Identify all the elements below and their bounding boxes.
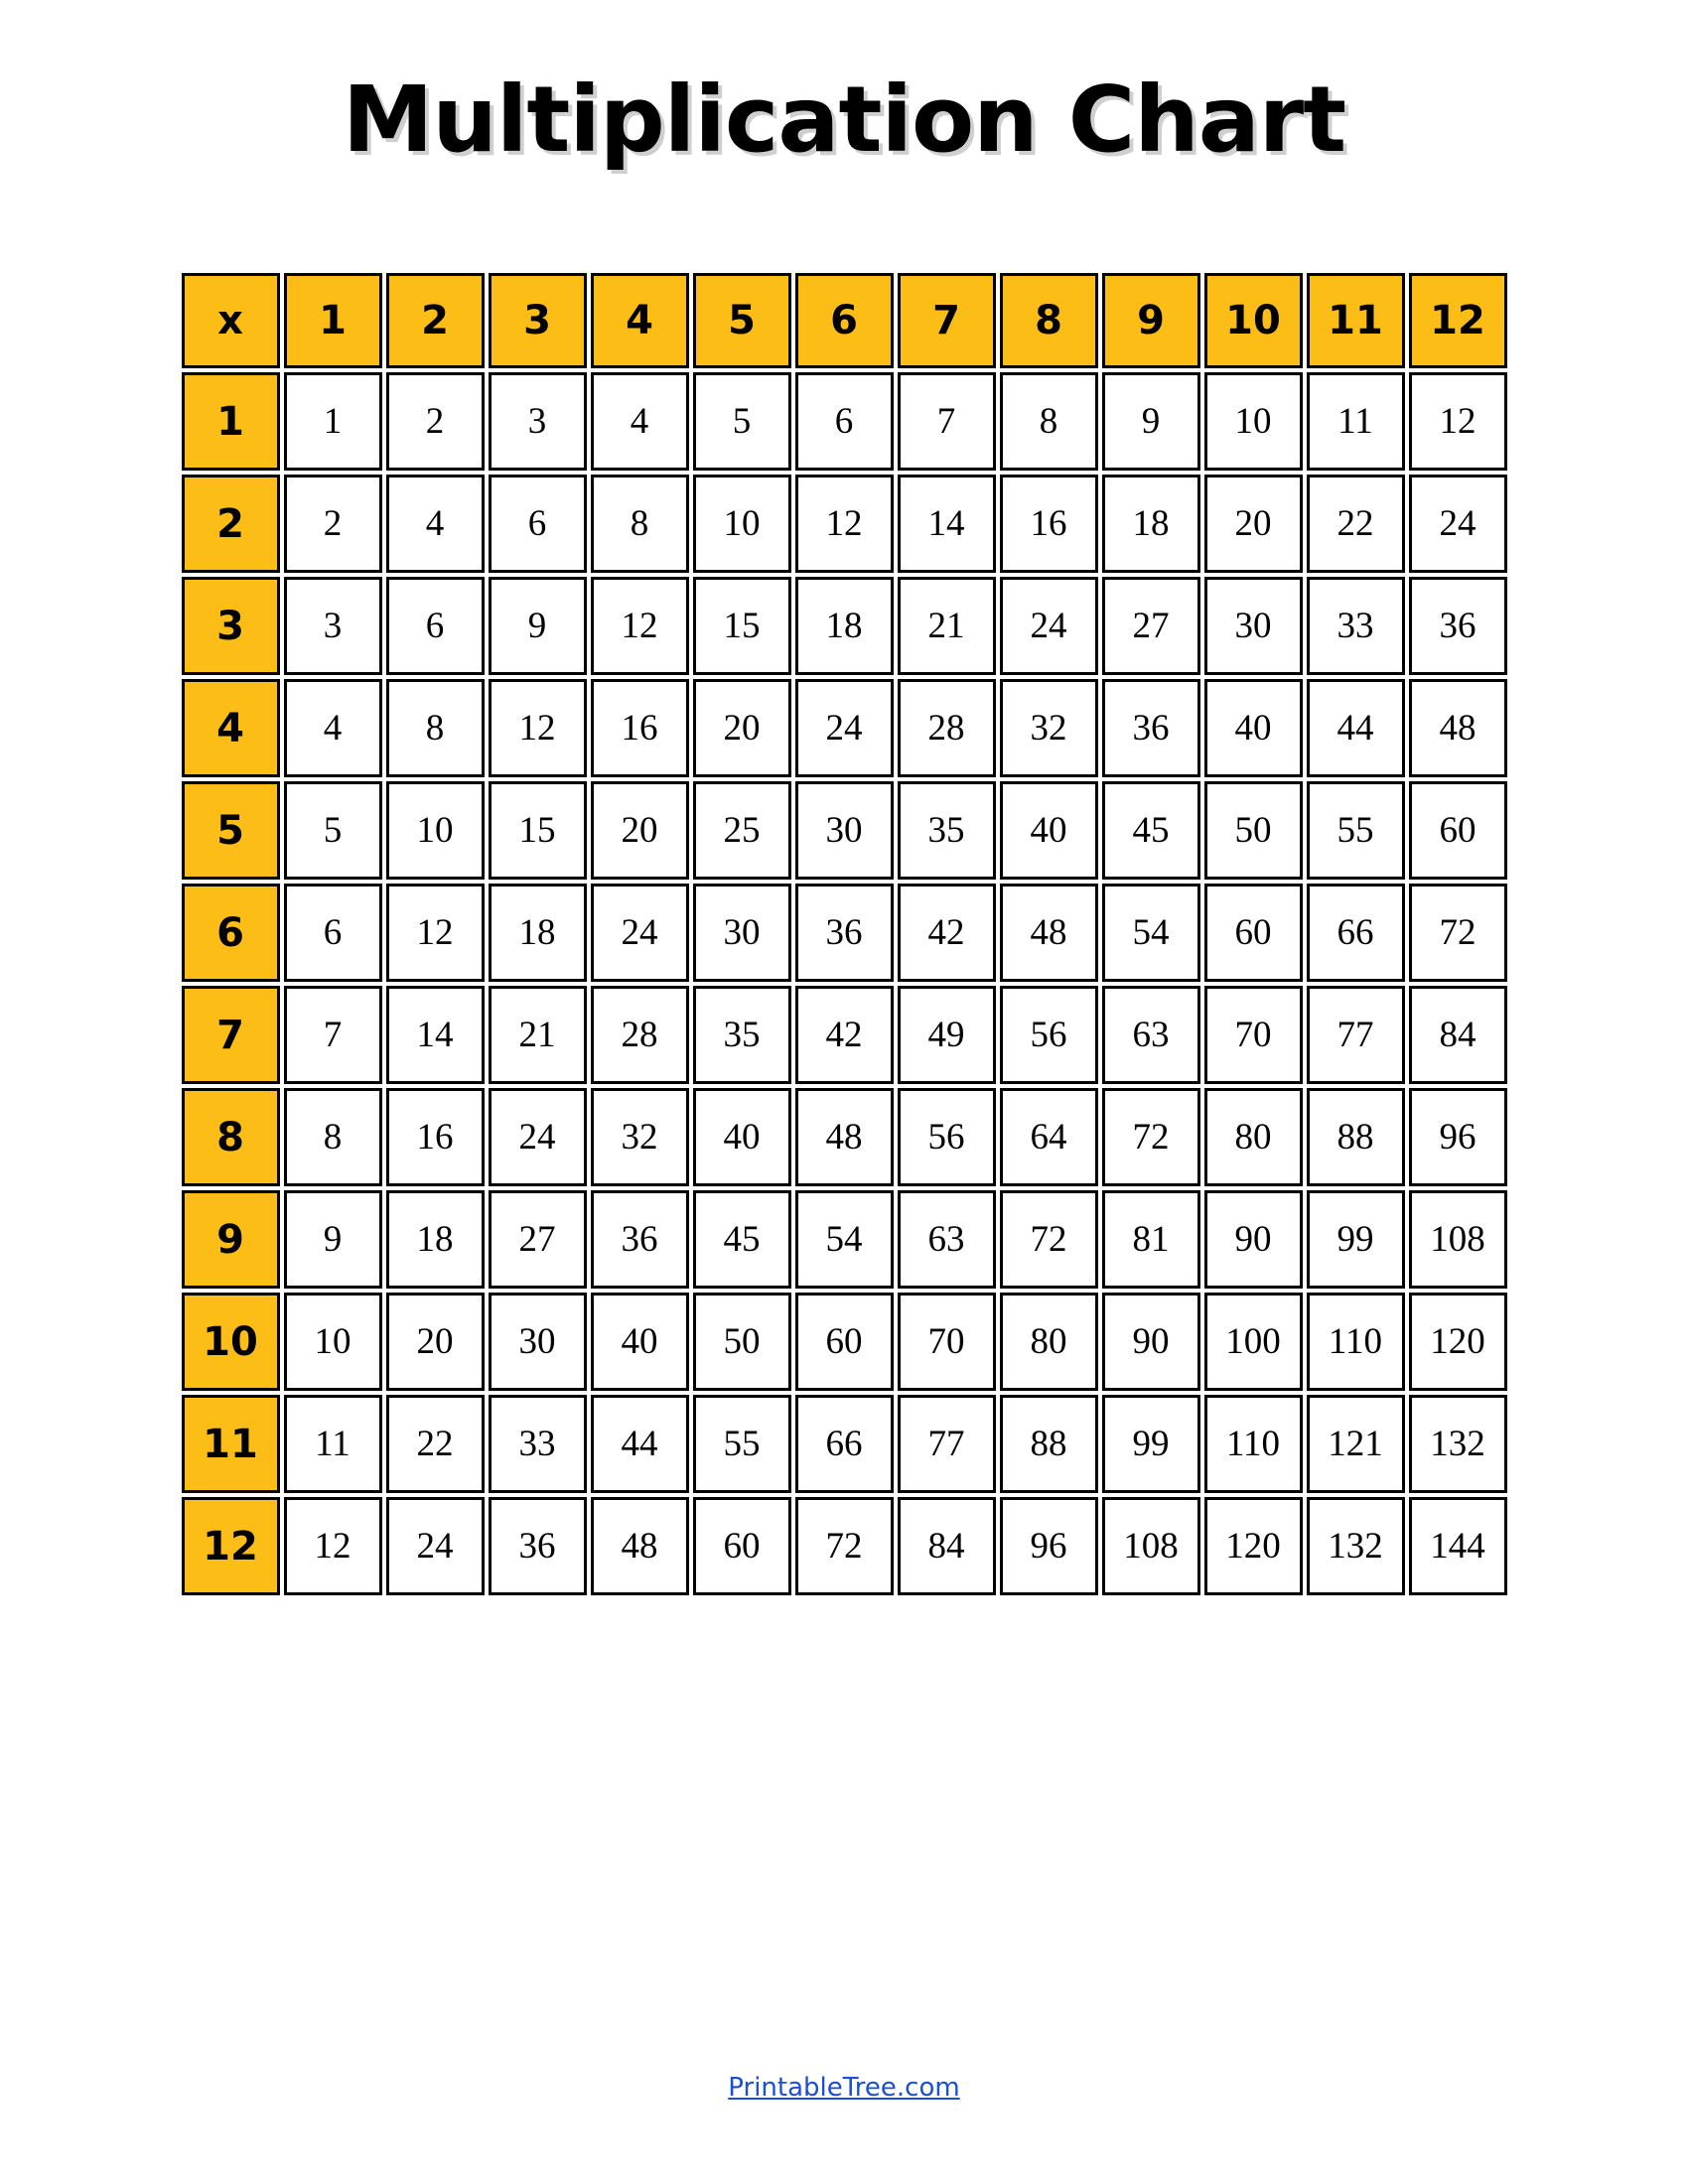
product-cell: 15	[693, 577, 791, 675]
product-cell: 3	[489, 372, 587, 471]
product-cell: 88	[1000, 1395, 1098, 1493]
product-cell: 90	[1102, 1293, 1200, 1391]
page-title: Multiplication Chart	[342, 67, 1346, 173]
printabletree-link[interactable]: PrintableTree.com	[728, 2073, 960, 2103]
product-cell: 35	[693, 986, 791, 1084]
product-cell: 42	[795, 986, 894, 1084]
product-cell: 4	[284, 679, 382, 777]
product-cell: 36	[1102, 679, 1200, 777]
column-header-cell: 4	[591, 273, 689, 368]
row-header-cell: 2	[182, 475, 280, 573]
product-cell: 24	[1409, 475, 1507, 573]
product-cell: 36	[795, 884, 894, 982]
product-cell: 77	[1307, 986, 1405, 1084]
product-cell: 84	[1409, 986, 1507, 1084]
product-cell: 22	[1307, 475, 1405, 573]
product-cell: 56	[1000, 986, 1098, 1084]
product-cell: 72	[1000, 1190, 1098, 1289]
product-cell: 16	[591, 679, 689, 777]
product-cell: 30	[489, 1293, 587, 1391]
product-cell: 60	[1409, 781, 1507, 880]
table-row	[182, 986, 1507, 1084]
row-header-cell: 6	[182, 884, 280, 982]
column-header-cell: 2	[386, 273, 485, 368]
product-cell: 121	[1307, 1395, 1405, 1493]
product-cell: 9	[489, 577, 587, 675]
product-cell: 99	[1102, 1395, 1200, 1493]
product-cell: 132	[1307, 1497, 1405, 1595]
row-header-cell: 4	[182, 679, 280, 777]
product-cell: 45	[693, 1190, 791, 1289]
product-cell: 2	[386, 372, 485, 471]
product-cell: 80	[1000, 1293, 1098, 1391]
product-cell: 49	[898, 986, 996, 1084]
product-cell: 25	[693, 781, 791, 880]
product-cell: 36	[1409, 577, 1507, 675]
product-cell: 18	[386, 1190, 485, 1289]
footer	[728, 2073, 959, 2103]
product-cell: 88	[1307, 1088, 1405, 1186]
product-cell: 12	[386, 884, 485, 982]
product-cell: 72	[795, 1497, 894, 1595]
product-cell: 90	[1204, 1190, 1303, 1289]
product-cell: 96	[1000, 1497, 1098, 1595]
product-cell: 20	[386, 1293, 485, 1391]
product-cell: 30	[795, 781, 894, 880]
product-cell: 100	[1204, 1293, 1303, 1391]
product-cell: 12	[591, 577, 689, 675]
product-cell: 30	[693, 884, 791, 982]
product-cell: 66	[1307, 884, 1405, 982]
product-cell: 108	[1409, 1190, 1507, 1289]
column-header-cell: 9	[1102, 273, 1200, 368]
product-cell: 40	[1204, 679, 1303, 777]
table-row	[182, 475, 1507, 573]
product-cell: 42	[898, 884, 996, 982]
product-cell: 18	[489, 884, 587, 982]
product-cell: 20	[693, 679, 791, 777]
product-cell: 3	[284, 577, 382, 675]
product-cell: 15	[489, 781, 587, 880]
product-cell: 1	[284, 372, 382, 471]
product-cell: 12	[489, 679, 587, 777]
table-row	[182, 1088, 1507, 1186]
product-cell: 24	[386, 1497, 485, 1595]
row-header-cell: 1	[182, 372, 280, 471]
table-corner-cell: x	[182, 273, 280, 368]
product-cell: 132	[1409, 1395, 1507, 1493]
product-cell: 110	[1204, 1395, 1303, 1493]
product-cell: 12	[1409, 372, 1507, 471]
product-cell: 48	[1409, 679, 1507, 777]
product-cell: 70	[898, 1293, 996, 1391]
product-cell: 63	[1102, 986, 1200, 1084]
product-cell: 7	[898, 372, 996, 471]
product-cell: 54	[795, 1190, 894, 1289]
product-cell: 48	[795, 1088, 894, 1186]
product-cell: 108	[1102, 1497, 1200, 1595]
product-cell: 33	[1307, 577, 1405, 675]
product-cell: 33	[489, 1395, 587, 1493]
table-header-row	[182, 273, 1507, 368]
product-cell: 9	[284, 1190, 382, 1289]
table-row	[182, 577, 1507, 675]
product-cell: 54	[1102, 884, 1200, 982]
product-cell: 110	[1307, 1293, 1405, 1391]
product-cell: 21	[489, 986, 587, 1084]
product-cell: 44	[1307, 679, 1405, 777]
column-header-cell: 12	[1409, 273, 1507, 368]
product-cell: 63	[898, 1190, 996, 1289]
row-header-cell: 9	[182, 1190, 280, 1289]
product-cell: 35	[898, 781, 996, 880]
product-cell: 72	[1102, 1088, 1200, 1186]
product-cell: 6	[386, 577, 485, 675]
product-cell: 4	[591, 372, 689, 471]
table-row	[182, 372, 1507, 471]
table-row	[182, 679, 1507, 777]
product-cell: 120	[1409, 1293, 1507, 1391]
product-cell: 6	[489, 475, 587, 573]
product-cell: 30	[1204, 577, 1303, 675]
product-cell: 16	[1000, 475, 1098, 573]
row-header-cell: 3	[182, 577, 280, 675]
product-cell: 2	[284, 475, 382, 573]
product-cell: 10	[284, 1293, 382, 1391]
product-cell: 5	[284, 781, 382, 880]
row-header-cell: 11	[182, 1395, 280, 1493]
product-cell: 10	[386, 781, 485, 880]
column-header-cell: 11	[1307, 273, 1405, 368]
product-cell: 14	[386, 986, 485, 1084]
table-row	[182, 884, 1507, 982]
column-header-cell: 8	[1000, 273, 1098, 368]
product-cell: 6	[284, 884, 382, 982]
product-cell: 5	[693, 372, 791, 471]
product-cell: 8	[386, 679, 485, 777]
product-cell: 6	[795, 372, 894, 471]
product-cell: 40	[591, 1293, 689, 1391]
product-cell: 60	[1204, 884, 1303, 982]
product-cell: 12	[284, 1497, 382, 1595]
product-cell: 24	[795, 679, 894, 777]
row-header-cell: 12	[182, 1497, 280, 1595]
product-cell: 8	[591, 475, 689, 573]
product-cell: 72	[1409, 884, 1507, 982]
product-cell: 84	[898, 1497, 996, 1595]
product-cell: 56	[898, 1088, 996, 1186]
product-cell: 48	[591, 1497, 689, 1595]
product-cell: 55	[693, 1395, 791, 1493]
product-cell: 80	[1204, 1088, 1303, 1186]
table-row	[182, 1293, 1507, 1391]
product-cell: 14	[898, 475, 996, 573]
product-cell: 27	[489, 1190, 587, 1289]
product-cell: 40	[693, 1088, 791, 1186]
product-cell: 10	[1204, 372, 1303, 471]
product-cell: 20	[591, 781, 689, 880]
table-row	[182, 1395, 1507, 1493]
row-header-cell: 8	[182, 1088, 280, 1186]
column-header-cell: 3	[489, 273, 587, 368]
product-cell: 36	[489, 1497, 587, 1595]
product-cell: 60	[693, 1497, 791, 1595]
product-cell: 36	[591, 1190, 689, 1289]
product-cell: 32	[591, 1088, 689, 1186]
table-row	[182, 1497, 1507, 1595]
column-header-cell: 5	[693, 273, 791, 368]
multiplication-table-container	[178, 269, 1511, 1599]
multiplication-table	[178, 269, 1511, 1599]
product-cell: 20	[1204, 475, 1303, 573]
product-cell: 60	[795, 1293, 894, 1391]
product-cell: 8	[284, 1088, 382, 1186]
product-cell: 99	[1307, 1190, 1405, 1289]
product-cell: 8	[1000, 372, 1098, 471]
product-cell: 24	[489, 1088, 587, 1186]
product-cell: 64	[1000, 1088, 1098, 1186]
product-cell: 81	[1102, 1190, 1200, 1289]
product-cell: 28	[898, 679, 996, 777]
product-cell: 21	[898, 577, 996, 675]
product-cell: 28	[591, 986, 689, 1084]
product-cell: 12	[795, 475, 894, 573]
product-cell: 9	[1102, 372, 1200, 471]
product-cell: 27	[1102, 577, 1200, 675]
column-header-cell: 6	[795, 273, 894, 368]
product-cell: 40	[1000, 781, 1098, 880]
product-cell: 10	[693, 475, 791, 573]
column-header-cell: 7	[898, 273, 996, 368]
product-cell: 77	[898, 1395, 996, 1493]
product-cell: 44	[591, 1395, 689, 1493]
product-cell: 24	[1000, 577, 1098, 675]
product-cell: 18	[1102, 475, 1200, 573]
product-cell: 50	[1204, 781, 1303, 880]
product-cell: 66	[795, 1395, 894, 1493]
product-cell: 120	[1204, 1497, 1303, 1595]
product-cell: 7	[284, 986, 382, 1084]
product-cell: 22	[386, 1395, 485, 1493]
product-cell: 50	[693, 1293, 791, 1391]
product-cell: 11	[284, 1395, 382, 1493]
table-row	[182, 1190, 1507, 1289]
product-cell: 48	[1000, 884, 1098, 982]
table-row	[182, 781, 1507, 880]
product-cell: 45	[1102, 781, 1200, 880]
product-cell: 18	[795, 577, 894, 675]
column-header-cell: 1	[284, 273, 382, 368]
product-cell: 32	[1000, 679, 1098, 777]
product-cell: 70	[1204, 986, 1303, 1084]
row-header-cell: 7	[182, 986, 280, 1084]
product-cell: 16	[386, 1088, 485, 1186]
product-cell: 96	[1409, 1088, 1507, 1186]
row-header-cell: 10	[182, 1293, 280, 1391]
column-header-cell: 10	[1204, 273, 1303, 368]
product-cell: 11	[1307, 372, 1405, 471]
product-cell: 4	[386, 475, 485, 573]
product-cell: 24	[591, 884, 689, 982]
product-cell: 55	[1307, 781, 1405, 880]
row-header-cell: 5	[182, 781, 280, 880]
product-cell: 144	[1409, 1497, 1507, 1595]
